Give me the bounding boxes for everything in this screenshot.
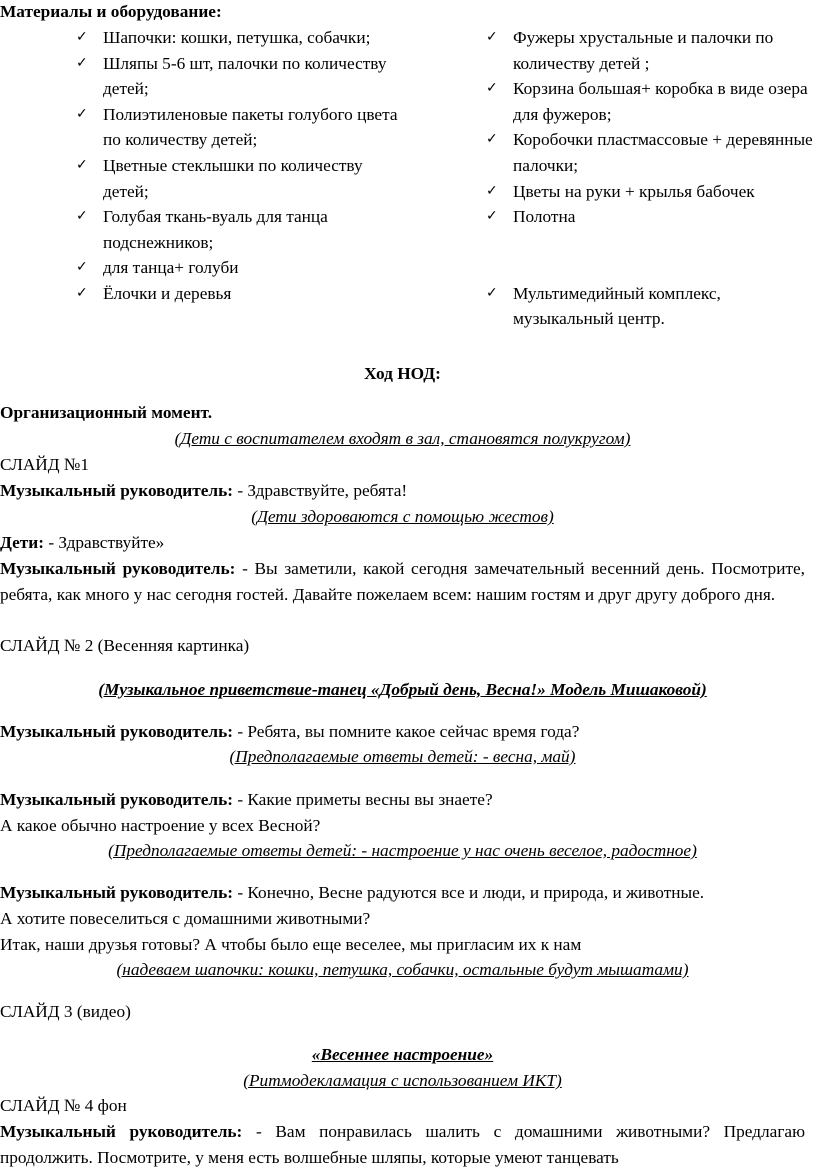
dialogue-line: Музыкальный руководитель: - Здравствуйте, ребята! [0,481,408,500]
list-item: ✓ Шапочки: кошки, петушка, собачки; [76,25,406,51]
stage-direction: (Предполагаемые ответы детей: - весна, май) [229,747,576,766]
list-item: ✓ Цветы на руки + крылья бабочек [486,179,816,205]
org-moment-heading: Организационный момент. [0,403,213,422]
check-mark-icon: ✓ [486,80,498,97]
list-item: ✓ Полотна [486,204,816,230]
spring-mood-title: «Весеннее настроение» [311,1045,494,1064]
list-item: ✓ Коробочки пластмассовые + деревянные палочки; [486,127,816,178]
stage-direction: (Дети с воспитателем входят в зал, становятся полукругом) [174,429,631,448]
materials-right-column [486,25,816,332]
dialogue-line: Музыкальный руководитель: - Какие приметы весны вы знаете? [0,790,493,809]
stage-direction: (Дети здороваются с помощью жестов) [251,507,554,526]
slide-label: СЛАЙД №1 [0,455,90,474]
dance-title: (Музыкальное приветствие-танец «Добрый день, Весна!» Модель Мишаковой) [98,680,707,699]
check-mark-icon: ✓ [76,156,88,173]
dialogue-line: Итак, наши друзья готовы? А чтобы было еще веселее, мы пригласим их к нам [0,935,582,954]
dialogue-line: Дети: - Здравствуйте» [0,533,165,552]
section-title: Ход НОД: [364,364,441,383]
list-item: ✓ Цветные стеклышки по количеству детей; [76,153,406,204]
dialogue-paragraph: Музыкальный руководитель: - Вам понравилась шалить с домашними животными? Предлагаю продолжить. Посмотрите, у меня есть волшебные шляпы, которые умеют танцевать [0,1122,805,1167]
check-mark-icon: ✓ [76,105,88,122]
list-item: ✓ Корзина большая+ коробка в виде озера для фужеров; [486,76,816,127]
rhythm-subtitle: (Ритмодекламация с использованием ИКТ) [243,1071,562,1090]
dialogue-line: А какое обычно настроение у всех Весной? [0,816,321,835]
list-item: ✓ Фужеры хрустальные и палочки по количеству детей ; [486,25,816,76]
list-item: ✓ Полиэтиленовые пакеты голубого цвета по количеству детей; [76,102,406,153]
stage-direction: (надеваем шапочки: кошки, петушка, собачки, остальные будут мышатами) [116,960,689,979]
check-mark-icon: ✓ [486,284,498,301]
dialogue-line: Музыкальный руководитель: - Конечно, Весне радуются все и люди, и природа, и животные. [0,883,705,902]
materials-title: Материалы и оборудование: [0,2,222,21]
stage-direction: (Предполагаемые ответы детей: - настроение у нас очень веселое, радостное) [108,841,697,860]
slide-label: СЛАЙД № 2 (Весенняя картинка) [0,636,250,655]
check-mark-icon: ✓ [76,54,88,71]
list-item: ✓ Ёлочки и деревья [76,281,406,307]
list-item: ✓ Шляпы 5-6 шт, палочки по количеству детей; [76,51,406,102]
check-mark-icon: ✓ [486,29,498,45]
slide-label: СЛАЙД № 4 фон [0,1096,127,1115]
check-mark-icon: ✓ [486,208,498,225]
list-item: ✓ Голубая ткань-вуаль для танца подснежников; [76,204,406,255]
check-mark-icon: ✓ [76,284,88,301]
dialogue-paragraph: Музыкальный руководитель: - Вы заметили, какой сегодня замечательный весенний день. Посмотрите, ребята, как много у нас сегодня гостей. Давайте пожелаем всем: нашим гостям и друг другу доброго дня. [0,559,805,604]
dialogue-line: А хотите повеселиться с домашними животными? [0,909,371,928]
check-mark-icon: ✓ [486,131,498,148]
slide-label: СЛАЙД 3 (видео) [0,1002,131,1021]
list-item: ✓ Мультимедийный комплекс, музыкальный центр. [486,281,816,332]
dialogue-line: Музыкальный руководитель: - Ребята, вы помните какое сейчас время года? [0,722,580,741]
check-mark-icon: ✓ [76,29,88,45]
check-mark-icon: ✓ [76,208,88,225]
check-mark-icon: ✓ [76,259,88,276]
materials-left-column [76,25,406,307]
list-item: ✓ для танца+ голуби [76,255,406,281]
check-mark-icon: ✓ [486,182,498,199]
